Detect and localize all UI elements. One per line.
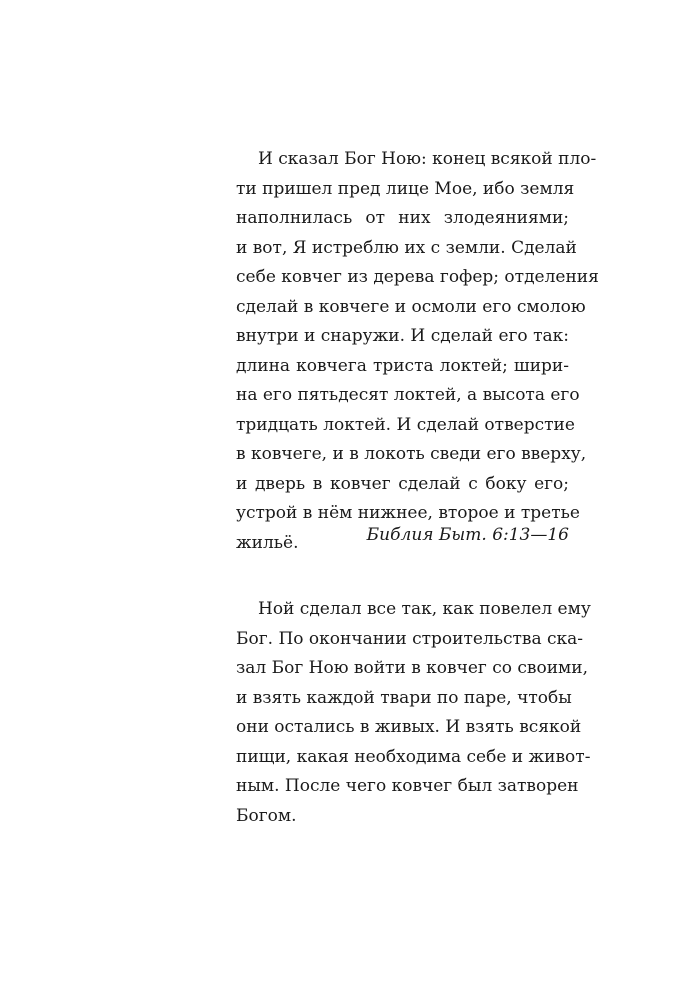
quote-line: на его пятьдесят локтей, а высота его [236, 385, 580, 405]
narrative-line: Богом. [236, 805, 297, 826]
quote-line: И сказал Бог Ною: конец всякой пло- [258, 149, 597, 169]
quote-line: и дверь в ковчег сделай с боку его; [236, 473, 569, 494]
narrative-line: ным. После чего ковчег был затворен [236, 776, 579, 796]
quote-line: тридцать локтей. И сделай отверстие [236, 414, 575, 435]
quote-line: устрой в нём нижнее, второе и третье [236, 503, 580, 523]
narrative-line: зал Бог Ною войти в ковчег со своими, [236, 658, 588, 678]
quote-line: ти пришел пред лице Мое, ибо земля [236, 178, 575, 199]
quote-line: жильё. [236, 532, 299, 553]
quote-line: себе ковчег из дерева гофер; отделения [236, 267, 599, 287]
quote-line: сделай в ковчеге и осмоли его смолою [236, 296, 586, 317]
quote-line: в ковчеге, и в локоть сведи его вверху, [236, 444, 587, 464]
narrative-line: Бог. По окончании строительства ска- [236, 628, 584, 649]
narrative-line: пищи, какая необходима себе и живот- [236, 746, 591, 767]
quote-citation: Библия Быт. 6:13—16 [366, 525, 569, 545]
narrative-line: Ной сделал все так, как повелел ему [258, 599, 591, 619]
quote-line: и вот, Я истреблю их с земли. Сделай [236, 237, 577, 258]
narrative-line: они остались в живых. И взять всякой [236, 717, 582, 737]
quote-line: наполнилась от них злодеяниями; [236, 208, 569, 228]
narrative-paragraph [236, 595, 591, 831]
narrative-line: и взять каждой твари по паре, чтобы [236, 687, 572, 708]
scripture-quote [236, 145, 599, 558]
quote-line: длина ковчега триста локтей; шири- [236, 355, 569, 376]
quote-line: внутри и снаружи. И сделай его так: [236, 326, 569, 346]
